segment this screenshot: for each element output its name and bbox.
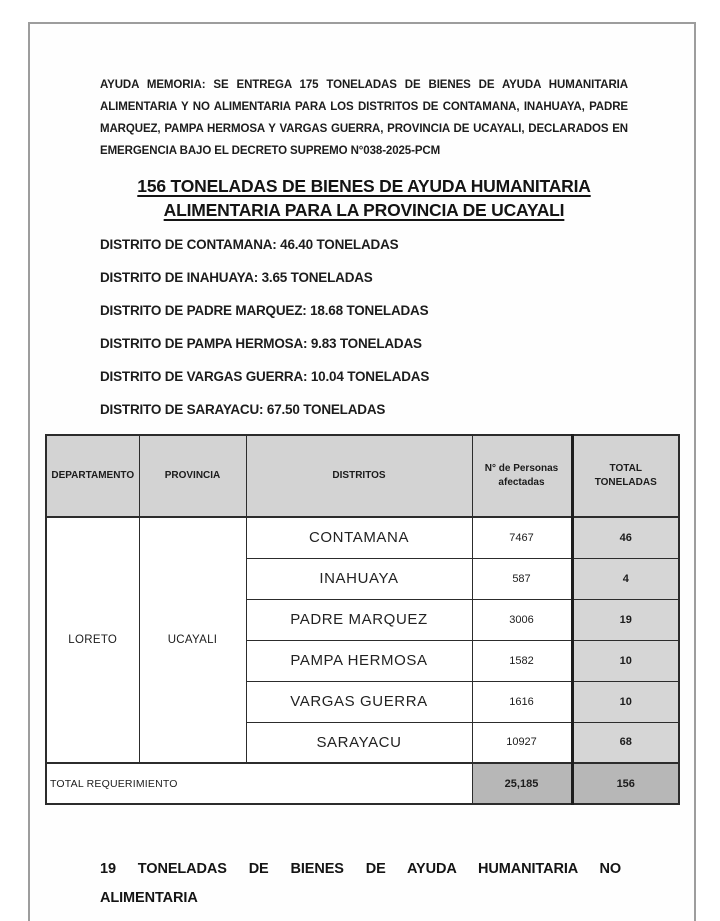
col-header-toneladas-label: TOTAL TONELADAS: [594, 463, 657, 488]
distrito-cell: VARGAS GUERRA: [246, 681, 472, 722]
distrito-cell: INAHUAYA: [246, 558, 472, 599]
personas-cell: 1582: [472, 640, 572, 681]
total-personas-cell: 25,185: [472, 763, 572, 804]
personas-cell: 1616: [472, 681, 572, 722]
col-header-toneladas: [572, 435, 679, 517]
distrito-cell: PAMPA HERMOSA: [246, 640, 472, 681]
provincia-cell: UCAYALI: [139, 517, 246, 763]
distrito-cell: SARAYACU: [246, 722, 472, 763]
table-row: [46, 517, 679, 558]
intro-line: EMERGENCIA BAJO EL DECRETO SUPREMO N°038-2025-PCM: [100, 145, 441, 157]
nonfood-aid-heading-line: ALIMENTARIA: [100, 890, 198, 906]
intro-bold-tonnage: 175 TONELADAS: [299, 79, 397, 91]
district-tonnage-item: DISTRITO DE SARAYACU: 67.50 TONELADAS: [100, 402, 386, 417]
intro-text: AYUDA MEMORIA: SE ENTREGA: [100, 79, 300, 91]
district-tonnage-item: DISTRITO DE INAHUAYA: 3.65 TONELADAS: [100, 270, 373, 285]
nonfood-aid-heading-line: 19 TONELADAS DE BIENES DE AYUDA HUMANITARIA NO: [100, 861, 621, 877]
district-tonnage-item: DISTRITO DE PAMPA HERMOSA: 9.83 TONELADAS: [100, 336, 422, 351]
table-total-row: [46, 763, 679, 804]
aid-requirements-table: [45, 434, 680, 805]
district-tonnage-list: [100, 236, 694, 418]
food-aid-heading-line: 156 TONELADAS DE BIENES DE AYUDA HUMANITARIA: [137, 176, 591, 196]
distrito-cell: CONTAMANA: [246, 517, 472, 558]
personas-cell: 7467: [472, 517, 572, 558]
col-header-personas: [472, 435, 572, 517]
distrito-cell: PADRE MARQUEZ: [246, 599, 472, 640]
intro-text: DE BIENES DE AYUDA HUMANITARIA: [396, 79, 628, 91]
toneladas-cell: 46: [572, 517, 679, 558]
table-header-row: [46, 435, 679, 517]
toneladas-cell: 19: [572, 599, 679, 640]
col-header-distritos: DISTRITOS: [246, 435, 472, 517]
personas-cell: 10927: [472, 722, 572, 763]
departamento-cell: LORETO: [46, 517, 139, 763]
food-aid-heading: [100, 174, 628, 222]
personas-cell: 587: [472, 558, 572, 599]
district-tonnage-item: DISTRITO DE CONTAMANA: 46.40 TONELADAS: [100, 237, 399, 252]
intro-paragraph: [100, 74, 628, 162]
total-toneladas-cell: 156: [572, 763, 679, 804]
food-aid-heading-line: ALIMENTARIA PARA LA PROVINCIA DE UCAYALI: [163, 200, 565, 220]
district-tonnage-item: DISTRITO DE PADRE MARQUEZ: 18.68 TONELADAS: [100, 303, 429, 318]
nonfood-aid-heading: [100, 855, 621, 913]
toneladas-cell: 4: [572, 558, 679, 599]
col-header-personas-label: N° de Personas afectadas: [484, 463, 559, 488]
intro-line: ALIMENTARIA Y NO ALIMENTARIA PARA LOS DISTRITOS DE CONTAMANA, INAHUAYA, PADRE: [100, 101, 628, 113]
page-frame: [28, 22, 696, 921]
intro-line: [100, 74, 628, 96]
district-tonnage-item: DISTRITO DE VARGAS GUERRA: 10.04 TONELADAS: [100, 369, 430, 384]
col-header-provincia: PROVINCIA: [139, 435, 246, 517]
col-header-departamento: DEPARTAMENTO: [46, 435, 139, 517]
intro-line: MARQUEZ, PAMPA HERMOSA Y VARGAS GUERRA, PROVINCIA DE UCAYALI, DECLARADOS EN: [100, 123, 628, 135]
total-label-cell: TOTAL REQUERIMIENTO: [46, 763, 472, 804]
toneladas-cell: 10: [572, 640, 679, 681]
toneladas-cell: 10: [572, 681, 679, 722]
toneladas-cell: 68: [572, 722, 679, 763]
personas-cell: 3006: [472, 599, 572, 640]
